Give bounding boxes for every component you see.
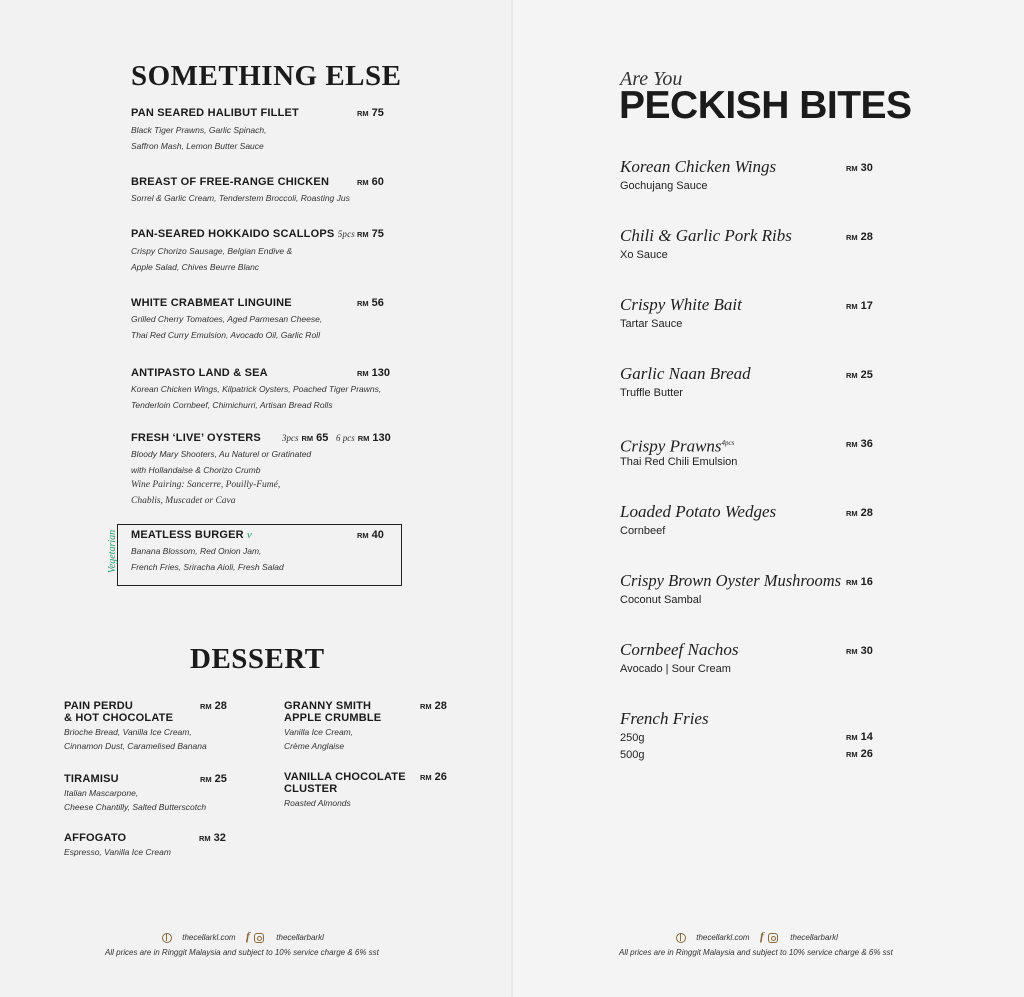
menu-item-name: PAN SEARED HALIBUT FILLET (131, 107, 299, 119)
bite-sub: Cornbeef (620, 525, 666, 537)
dessert-desc: Crème Anglaise (284, 741, 345, 751)
dessert-price: RM 25 (200, 773, 227, 785)
bite-sub: Xo Sauce (620, 249, 668, 261)
menu-item-name: BREAST OF FREE-RANGE CHICKEN (131, 176, 330, 188)
dessert-desc: Brioche Bread, Vanilla Ice Cream, (64, 727, 192, 737)
bite-name: Crispy White Bait (620, 295, 742, 314)
dessert-desc: Roasted Almonds (284, 798, 351, 808)
dessert-desc: Cinnamon Dust, Caramelised Banana (64, 741, 207, 751)
bite-price: RM 16 (846, 576, 873, 588)
dessert-name: & HOT CHOCOLATE (64, 712, 174, 724)
menu-item-desc: Banana Blossom, Red Onion Jam, (131, 546, 262, 556)
bite-name: Crispy Brown Oyster Mushrooms (620, 571, 842, 590)
dessert-desc: Vanilla Ice Cream, (284, 727, 354, 737)
menu-item-desc: French Fries, Sriracha Aioli, Fresh Salad (131, 562, 284, 572)
wine-pairing: Wine Pairing: Sancerre, Pouilly-Fumé, (131, 480, 281, 490)
menu-item-name: WHITE CRABMEAT LINGUINE (131, 297, 292, 309)
bite-price: RM 30 (846, 645, 873, 657)
menu-item-desc: Thai Red Curry Emulsion, Avocado Oil, Garlic Roll (131, 330, 320, 340)
menu-item-price-3pcs: 3pcs RM 65 (282, 432, 329, 444)
menu-item-price: RM 40 (357, 529, 384, 541)
social-handle[interactable]: thecellarbarkl (276, 933, 324, 942)
bite-sub: Thai Red Chili Emulsion (620, 456, 738, 468)
menu-item-name: ANTIPASTO LAND & SEA (131, 367, 268, 379)
right-menu-page (512, 0, 1024, 997)
fries-price: RM 14 (846, 731, 873, 743)
bite-sub: Avocado | Sour Cream (620, 663, 731, 675)
menu-item-price: RM 56 (357, 297, 384, 309)
dessert-desc: Espresso, Vanilla Ice Cream (64, 847, 171, 857)
fries-option: 500g (620, 749, 645, 761)
dessert-name: APPLE CRUMBLE (284, 712, 382, 724)
bite-name: Chili & Garlic Pork Ribs (620, 226, 792, 245)
menu-item-price: RM 75 (357, 107, 384, 119)
footer-contact (162, 929, 324, 944)
dessert-name: AFFOGATO (64, 832, 127, 844)
bite-sub: Truffle Butter (620, 387, 683, 399)
bite-name: Crispy Prawns$^{4pcs}$ (620, 436, 735, 456)
menu-item-desc: Korean Chicken Wings, Kilpatrick Oysters, Poached Tiger Prawns, (131, 384, 382, 394)
bite-name: French Fries (620, 709, 709, 728)
menu-item-name: PAN-SEARED HOKKAIDO SCALLOPS 5pcs (131, 228, 355, 240)
bite-price: RM 17 (846, 300, 873, 312)
wine-pairing: Chablis, Muscadet or Cava (131, 496, 236, 506)
website-link[interactable]: thecellarkl.com (696, 933, 750, 942)
menu-item-price-6pcs: 6 pcs RM 130 (336, 432, 391, 444)
web-icon (676, 933, 686, 943)
social-handle[interactable]: thecellarbarkl (790, 933, 838, 942)
section-kicker: Are You (620, 68, 683, 90)
website-link[interactable]: thecellarkl.com (182, 933, 236, 942)
bite-name: Korean Chicken Wings (620, 157, 777, 176)
vegetarian-mark: v (246, 529, 252, 541)
bite-price: RM 28 (846, 231, 873, 243)
facebook-icon[interactable]: f (759, 929, 764, 943)
menu-item-price: RM 130 (357, 367, 391, 379)
instagram-icon[interactable] (768, 933, 778, 943)
dessert-price: RM 28 (200, 700, 227, 712)
dessert-price: RM 32 (199, 832, 226, 844)
menu-item-desc: Apple Salad, Chives Beurre Blanc (131, 262, 260, 272)
bite-name: Garlic Naan Bread (620, 364, 751, 383)
section-title-dessert: DESSERT (190, 643, 325, 675)
menu-item-desc: Grilled Cherry Tomatoes, Aged Parmesan Cheese, (131, 314, 323, 324)
menu-item-price: RM 60 (357, 176, 384, 188)
bite-name: Cornbeef Nachos (620, 640, 739, 659)
menu-item-name: MEATLESS BURGER v (131, 529, 252, 541)
menu-item-desc: Sorrel & Garlic Cream, Tenderstem Broccoli, Roasting Jus (131, 193, 350, 203)
bite-price: RM 28 (846, 507, 873, 519)
bite-name: Loaded Potato Wedges (620, 502, 777, 521)
vegetarian-side-label: Vegetarian (107, 529, 119, 574)
menu-item-desc: Black Tiger Prawns, Garlic Spinach, (131, 125, 267, 135)
dessert-name: PAIN PERDU (64, 700, 134, 712)
section-title-something-else: SOMETHING ELSE (131, 60, 402, 92)
footer-note: All prices are in Ringgit Malaysia and subject to 10% service charge & 6% sst (105, 948, 379, 957)
fries-option: 250g (620, 732, 645, 744)
menu-item-name: FRESH ‘LIVE’ OYSTERS (131, 432, 261, 444)
bite-sub: Gochujang Sauce (620, 180, 708, 192)
instagram-icon[interactable] (254, 933, 264, 943)
menu-item-desc: Bloody Mary Shooters, Au Naturel or Gratinated (131, 449, 312, 459)
bite-price: RM 36 (846, 438, 873, 450)
page-gutter (511, 0, 513, 997)
bite-sub: Tartar Sauce (620, 318, 683, 330)
menu-item-price: RM 75 (357, 228, 384, 240)
menu-item-desc: with Hollandaise & Chorizo Crumb (131, 465, 261, 475)
web-icon (162, 933, 172, 943)
dessert-price: RM 26 (420, 771, 447, 783)
footer-contact (676, 929, 838, 944)
bite-price: RM 25 (846, 369, 873, 381)
dessert-price: RM 28 (420, 700, 447, 712)
facebook-icon[interactable]: f (245, 929, 250, 943)
bite-price: RM 30 (846, 162, 873, 174)
dessert-desc: Cheese Chantilly, Salted Butterscotch (64, 802, 207, 812)
bite-sub: Coconut Sambal (620, 594, 702, 606)
menu-item-desc: Tenderloin Cornbeef, Chimichurri, Artisan Bread Rolls (131, 400, 333, 410)
dessert-name: TIRAMISU (64, 773, 119, 785)
footer-note: All prices are in Ringgit Malaysia and subject to 10% service charge & 6% sst (619, 948, 893, 957)
dessert-desc: Italian Mascarpone, (64, 788, 139, 798)
menu-item-desc: Crispy Chorizo Sausage, Belgian Endive & (131, 246, 293, 256)
dessert-name: VANILLA CHOCOLATE (284, 771, 406, 783)
dessert-name: GRANNY SMITH (284, 700, 372, 712)
section-title-peckish-bites: PECKISH BITES (619, 84, 912, 127)
menu-item-desc: Saffron Mash, Lemon Butter Sauce (131, 141, 264, 151)
dessert-name: CLUSTER (284, 783, 338, 795)
fries-price: RM 26 (846, 748, 873, 760)
